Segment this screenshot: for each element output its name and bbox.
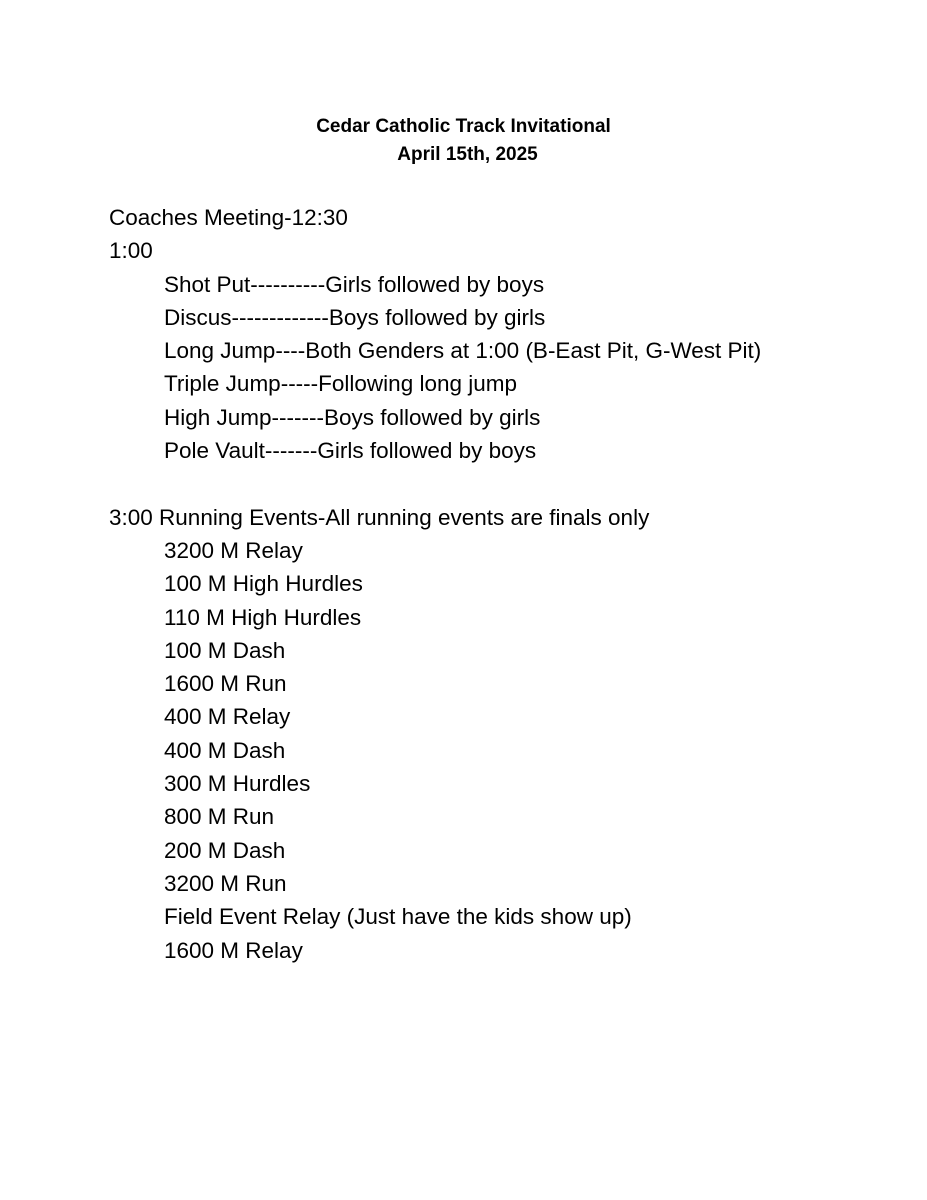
section-spacer <box>109 467 909 500</box>
running-event-item: 800 M Run <box>164 804 275 830</box>
field-events-list <box>109 268 909 468</box>
running-event-item: 1600 M Relay <box>164 937 303 963</box>
field-event-item: Shot Put----------Girls followed by boys <box>164 271 545 297</box>
running-event-item: 100 M Dash <box>164 637 286 663</box>
field-event-item: Triple Jump-----Following long jump <box>164 371 518 397</box>
document-header <box>0 113 927 169</box>
running-event-item: 400 M Dash <box>164 737 286 763</box>
running-event-item: 300 M Hurdles <box>164 771 311 797</box>
running-events-heading: 3:00 Running Events-All running events are finals only <box>109 504 650 530</box>
meet-date: April 15th, 2025 <box>397 144 538 165</box>
running-event-item: 1600 M Run <box>164 671 287 697</box>
schedule-body <box>109 201 909 967</box>
running-event-item: Field Event Relay (Just have the kids show up) <box>164 904 632 930</box>
running-events-list <box>109 534 909 967</box>
running-event-item: 3200 M Run <box>164 870 287 896</box>
running-event-item: 400 M Relay <box>164 704 291 730</box>
field-event-item: Discus-------------Boys followed by girls <box>164 304 546 330</box>
running-event-item: 100 M High Hurdles <box>164 571 363 597</box>
field-events-start-time: 1:00 <box>109 238 153 264</box>
field-event-item: High Jump-------Boys followed by girls <box>164 404 541 430</box>
field-event-item: Pole Vault-------Girls followed by boys <box>164 438 537 464</box>
field-event-item: Long Jump----Both Genders at 1:00 (B-East Pit, G-West Pit) <box>164 338 762 364</box>
running-event-item: 200 M Dash <box>164 837 286 863</box>
coaches-meeting-line: Coaches Meeting-12:30 <box>109 205 348 230</box>
running-event-item: 3200 M Relay <box>164 537 303 563</box>
running-event-item: 110 M High Hurdles <box>164 604 362 630</box>
meet-title: Cedar Catholic Track Invitational <box>316 116 611 137</box>
